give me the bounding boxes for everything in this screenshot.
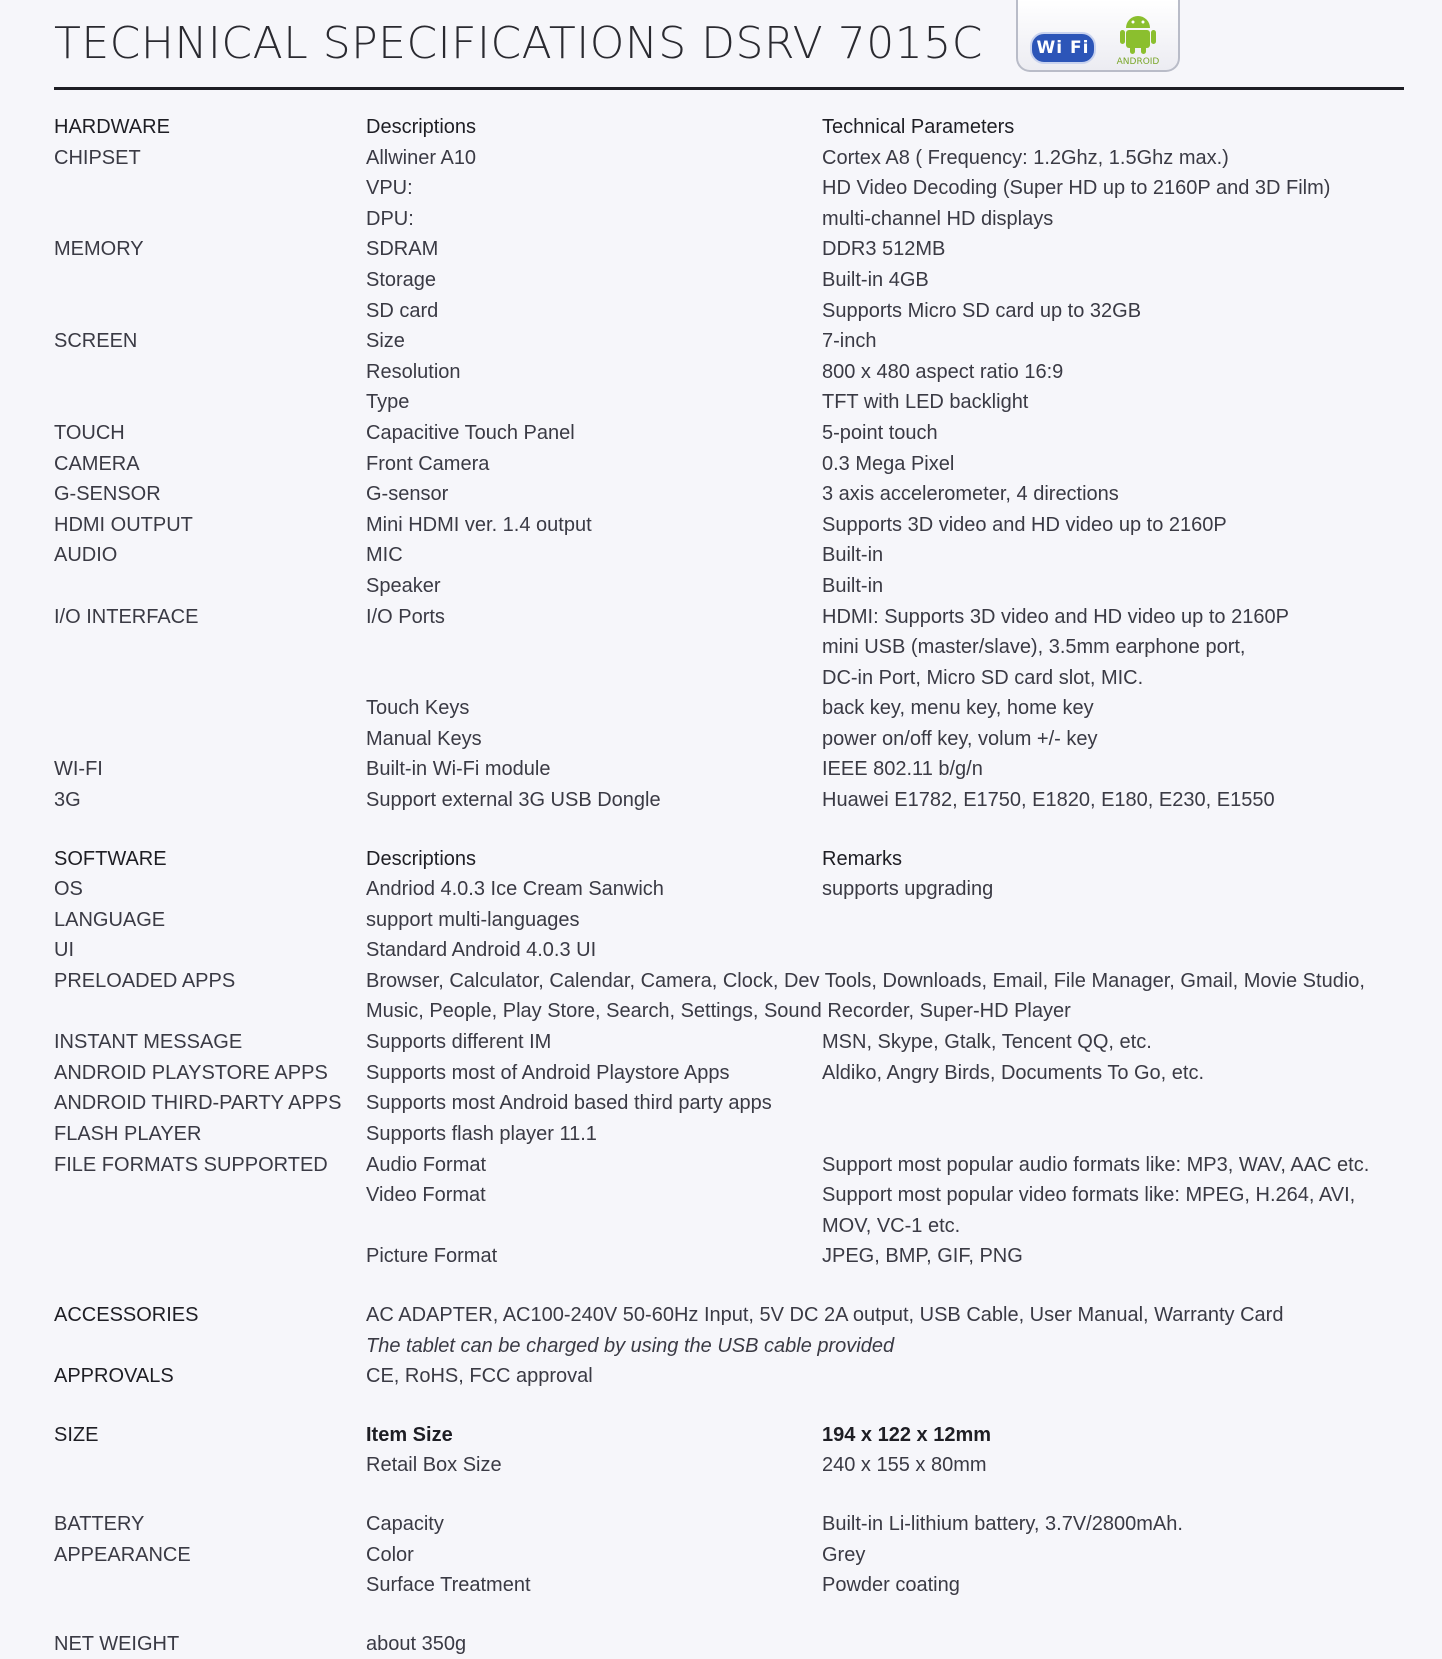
android-icon <box>1110 6 1166 66</box>
spec-value: Support most popular audio formats like: MP3, WAV, AAC etc. <box>822 1153 1370 1176</box>
spec-value: power on/off key, volum +/- key <box>822 727 1098 750</box>
spec-value: mini USB (master/slave), 3.5mm earphone port, <box>822 636 1246 659</box>
spec-label: I/O INTERFACE <box>54 605 199 628</box>
spec-row <box>54 387 1404 418</box>
spec-row <box>54 1150 1404 1181</box>
spec-row <box>54 785 1404 816</box>
spec-label: PRELOADED APPS <box>54 970 236 993</box>
page-title: TECHNICAL SPECIFICATIONS DSRV 7015C <box>54 18 983 69</box>
hardware-heading: HARDWARE <box>54 116 170 138</box>
spec-label: OS <box>54 878 83 901</box>
spec-description: Supports flash player 11.1 <box>366 1123 597 1145</box>
spec-row <box>54 724 1404 755</box>
spec-row <box>54 1570 1404 1601</box>
spec-row <box>54 1180 1404 1211</box>
spec-row <box>54 935 1404 966</box>
software-heading: SOFTWARE <box>54 847 167 870</box>
spec-value: 800 x 480 aspect ratio 16:9 <box>822 360 1064 383</box>
spec-description: Type <box>366 391 410 414</box>
spec-label: LANGUAGE <box>54 908 166 931</box>
spec-value: 3 axis accelerometer, 4 directions <box>822 483 1119 506</box>
net-weight-label: NET WEIGHT <box>54 1632 180 1655</box>
spec-label: CHIPSET <box>54 146 141 169</box>
spec-label: AUDIO <box>54 544 118 567</box>
spec-row <box>54 693 1404 724</box>
spec-value: Aldiko, Angry Birds, Documents To Go, etc. <box>822 1061 1205 1084</box>
spec-description: Video Format <box>366 1184 486 1207</box>
software-rows <box>54 874 1404 966</box>
misc-rows <box>54 1509 1404 1601</box>
spec-label: APPEARANCE <box>54 1543 191 1566</box>
spec-row <box>54 632 1404 663</box>
spec-value: Supports Micro SD card up to 32GB <box>822 299 1142 322</box>
spec-label: FILE FORMATS SUPPORTED <box>54 1153 328 1176</box>
spec-value: JPEG, BMP, GIF, PNG <box>822 1245 1023 1268</box>
net-weight-row <box>54 1629 1404 1659</box>
spec-description: support multi-languages <box>366 908 580 931</box>
technical-parameters-heading: Technical Parameters <box>822 116 1015 138</box>
spec-value: 7-inch <box>822 330 877 353</box>
spec-description: Retail Box Size <box>366 1454 502 1477</box>
svg-text:ANDROID: ANDROID <box>1116 57 1160 66</box>
spec-description: Manual Keys <box>366 727 482 750</box>
spec-description: Picture Format <box>366 1245 498 1268</box>
spec-value: MOV, VC-1 etc. <box>822 1214 961 1237</box>
spec-description: Supports most of Android Playstore Apps <box>366 1061 730 1084</box>
spec-value: Built-in <box>822 574 884 597</box>
accessories-note-row <box>54 1331 1404 1362</box>
spec-description: DPU: <box>366 207 414 230</box>
spec-value: back key, menu key, home key <box>822 697 1094 720</box>
spec-row <box>54 326 1404 357</box>
spec-row <box>54 357 1404 388</box>
accessories-heading: ACCESSORIES <box>54 1303 199 1326</box>
spec-value: DDR3 512MB <box>822 238 946 261</box>
spec-description: Surface Treatment <box>366 1574 531 1597</box>
spec-description: SD card <box>366 299 439 322</box>
spec-row <box>54 905 1404 936</box>
spec-description: Mini HDMI ver. 1.4 output <box>366 513 592 536</box>
spec-label: CAMERA <box>54 452 140 475</box>
hardware-rows <box>54 143 1404 816</box>
spec-label: TOUCH <box>54 421 125 444</box>
spec-description: Audio Format <box>366 1153 487 1176</box>
spec-value: HD Video Decoding (Super HD up to 2160P and 3D Film) <box>822 177 1331 200</box>
spec-description: Storage <box>366 268 437 291</box>
spec-row <box>54 265 1404 296</box>
spec-description: G-sensor <box>366 483 449 506</box>
spec-value: 194 x 122 x 12mm <box>822 1423 992 1446</box>
spec-row <box>54 1241 1404 1272</box>
spec-description: MIC <box>366 544 403 567</box>
spec-row <box>54 234 1404 265</box>
spec-description: Item Size <box>366 1423 453 1446</box>
size-row <box>54 1450 1404 1481</box>
spec-label: ANDROID PLAYSTORE APPS <box>54 1061 328 1084</box>
spec-description: Size <box>366 330 405 353</box>
spec-label: ANDROID THIRD-PARTY APPS <box>54 1092 342 1115</box>
spec-label: BATTERY <box>54 1512 145 1535</box>
spec-value: HDMI: Supports 3D video and HD video up to 2160P <box>822 605 1289 628</box>
spec-value: TFT with LED backlight <box>822 391 1029 414</box>
spec-description: Speaker <box>366 574 441 597</box>
spec-row <box>54 1058 1404 1089</box>
spec-description: Resolution <box>366 360 461 383</box>
spec-row <box>54 296 1404 327</box>
spec-row <box>54 1088 1404 1119</box>
spec-label: WI-FI <box>54 758 103 781</box>
spec-value: Grey <box>822 1543 866 1566</box>
spec-description: Browser, Calculator, Calendar, Camera, Clock, Dev Tools, Downloads, Email, File Manager, Gmail, Movie Studio, Music, People, Play Store, Search, Settings, Sound Recorder, Super-HD Player <box>366 970 1365 1023</box>
spec-description: Color <box>366 1543 414 1566</box>
spec-table <box>54 112 1404 1659</box>
spec-value: MSN, Skype, Gtalk, Tencent QQ, etc. <box>822 1031 1152 1054</box>
spec-value: Huawei E1782, E1750, E1820, E180, E230, E1550 <box>822 789 1275 812</box>
spec-row <box>54 874 1404 905</box>
accessories-value: AC ADAPTER, AC100-240V 50-60Hz Input, 5V DC 2A output, USB Cable, User Manual, Warranty Card <box>366 1303 1284 1326</box>
spec-value: multi-channel HD displays <box>822 207 1054 230</box>
spec-value: Supports 3D video and HD video up to 2160P <box>822 513 1227 536</box>
software-header-row <box>54 844 1404 875</box>
spec-description: Supports most Android based third party apps <box>366 1092 772 1115</box>
spec-description: Touch Keys <box>366 697 470 720</box>
spec-label: MEMORY <box>54 238 144 261</box>
spec-label: SCREEN <box>54 330 138 353</box>
spec-value: Built-in <box>822 544 884 567</box>
spec-value: Support most popular video formats like: MPEG, H.264, AVI, <box>822 1184 1356 1207</box>
size-heading: SIZE <box>54 1423 99 1446</box>
spec-row <box>54 173 1404 204</box>
title-rule <box>54 87 1404 90</box>
approvals-heading: APPROVALS <box>54 1365 174 1388</box>
wifi-android-badge <box>1016 0 1180 72</box>
spec-row <box>54 479 1404 510</box>
spec-description: Standard Android 4.0.3 UI <box>366 939 597 962</box>
spec-row <box>54 1119 1404 1150</box>
spec-description: I/O Ports <box>366 605 445 628</box>
spec-description: Andriod 4.0.3 Ice Cream Sanwich <box>366 878 664 901</box>
spec-value: Built-in Li-lithium battery, 3.7V/2800mAh. <box>822 1512 1183 1535</box>
spec-row <box>54 1509 1404 1540</box>
accessories-note: The tablet can be charged by using the USB cable provided <box>366 1334 895 1357</box>
size-row <box>54 1420 1404 1451</box>
spec-value: IEEE 802.11 b/g/n <box>822 758 983 781</box>
software-rows-2 <box>54 1027 1404 1272</box>
spec-row <box>54 143 1404 174</box>
spec-description: Front Camera <box>366 452 490 475</box>
spec-description: Capacitive Touch Panel <box>366 421 575 444</box>
spec-value: DC-in Port, Micro SD card slot, MIC. <box>822 666 1144 689</box>
spec-row <box>54 754 1404 785</box>
spec-row <box>54 602 1404 633</box>
approvals-row <box>54 1361 1404 1392</box>
net-weight-value: about 350g <box>366 1632 467 1655</box>
spec-label: HDMI OUTPUT <box>54 513 193 536</box>
spec-value: Powder coating <box>822 1574 960 1597</box>
spec-description: Supports different IM <box>366 1031 552 1054</box>
spec-value: 240 x 155 x 80mm <box>822 1454 987 1477</box>
spec-label: G-SENSOR <box>54 483 161 506</box>
spec-row <box>54 449 1404 480</box>
spec-description: Allwiner A10 <box>366 146 477 169</box>
approvals-value: CE, RoHS, FCC approval <box>366 1365 593 1388</box>
spec-value: 0.3 Mega Pixel <box>822 452 955 475</box>
accessories-row <box>54 1300 1404 1331</box>
spec-value: Cortex A8 ( Frequency: 1.2Ghz, 1.5Ghz max.) <box>822 146 1229 169</box>
spec-row <box>54 1211 1404 1242</box>
spec-description: Capacity <box>366 1512 444 1535</box>
spec-label: FLASH PLAYER <box>54 1123 202 1145</box>
spec-row <box>54 1540 1404 1571</box>
spec-row <box>54 418 1404 449</box>
spec-value: 5-point touch <box>822 421 938 444</box>
descriptions-heading: Descriptions <box>366 847 477 870</box>
spec-description: VPU: <box>366 177 413 200</box>
spec-value: Built-in 4GB <box>822 268 929 291</box>
spec-row <box>54 204 1404 235</box>
remarks-heading: Remarks <box>822 847 903 870</box>
spec-row <box>54 1027 1404 1058</box>
descriptions-heading: Descriptions <box>366 116 477 138</box>
spec-row <box>54 571 1404 602</box>
spec-label: 3G <box>54 789 81 812</box>
spec-value: supports upgrading <box>822 878 994 901</box>
spec-label: INSTANT MESSAGE <box>54 1031 243 1054</box>
spec-description: Built-in Wi-Fi module <box>366 758 551 781</box>
spec-row <box>54 540 1404 571</box>
hardware-header-row <box>54 112 1404 143</box>
spec-description: SDRAM <box>366 238 439 261</box>
spec-row <box>54 663 1404 694</box>
preloaded-apps-row <box>54 966 1404 1027</box>
spec-description: Support external 3G USB Dongle <box>366 789 661 812</box>
wifi-icon: Wi Fi <box>1030 32 1096 64</box>
spec-row <box>54 510 1404 541</box>
spec-label: UI <box>54 939 74 962</box>
